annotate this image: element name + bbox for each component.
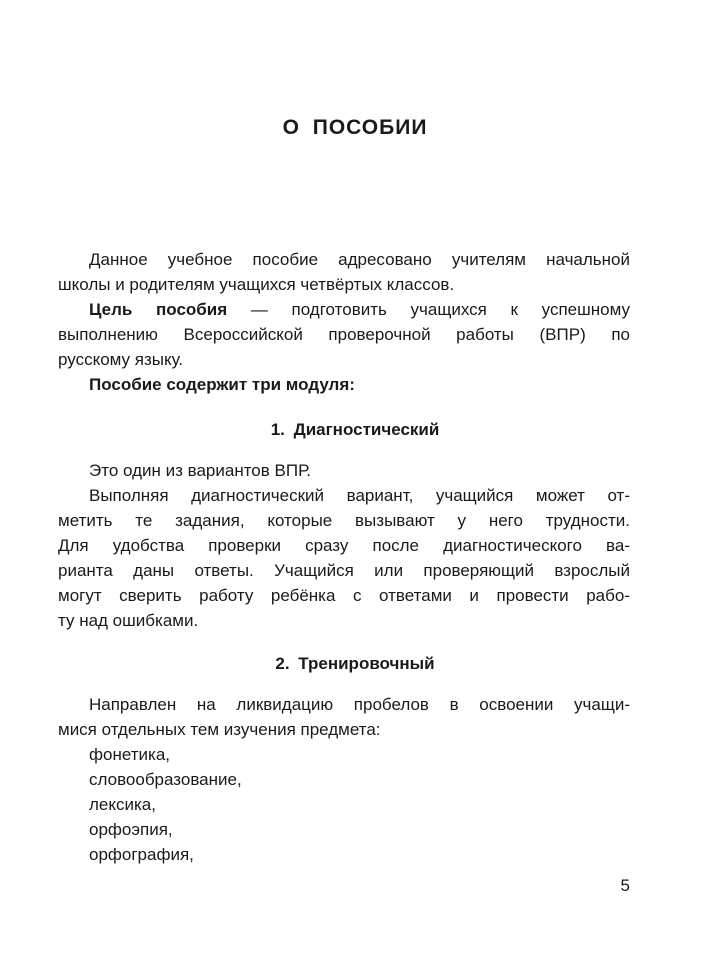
intro-line: школы и родителям учащихся четвёртых классов. xyxy=(58,275,455,294)
module2-section xyxy=(58,692,630,867)
module1-line: могут сверить работу ребёнка с ответами и провести рабо- xyxy=(58,586,630,605)
module2-heading: 2. Тренировочный xyxy=(275,654,435,673)
module1-line: рианта даны ответы. Учащийся или проверяющий взрослый xyxy=(58,561,630,580)
module1-heading: 1. Диагностический xyxy=(270,420,440,439)
module1-line: Для удобства проверки сразу после диагностического ва- xyxy=(58,536,630,555)
intro-section xyxy=(58,247,630,397)
module1-section xyxy=(58,458,630,633)
goal-line xyxy=(58,297,630,322)
module1-line: метить те задания, которые вызывают у него трудности. xyxy=(58,511,630,530)
goal-text: — подготовить учащихся к успешному xyxy=(227,300,630,319)
intro-line: русскому языку. xyxy=(58,350,184,369)
list-item: орфоэпия, xyxy=(89,820,173,839)
modules-label: Пособие содержит три модуля: xyxy=(89,375,355,394)
list-item: фонетика, xyxy=(89,745,170,764)
module1-line: ту над ошибками. xyxy=(58,611,199,630)
module2-line: мися отдельных тем изучения предмета: xyxy=(58,720,381,739)
modules-label-line xyxy=(58,372,630,397)
page-title: О ПОСОБИИ xyxy=(282,116,428,139)
goal-label: Цель пособия xyxy=(89,300,228,319)
module1-line: Это один из вариантов ВПР. xyxy=(89,461,311,480)
module1-line: Выполняя диагностический вариант, учащийся может от- xyxy=(89,486,630,505)
list-item: орфография, xyxy=(89,845,194,864)
list-item: словообразование, xyxy=(89,770,242,789)
page-number: 5 xyxy=(620,876,630,895)
list-item: лексика, xyxy=(89,795,156,814)
module2-line: Направлен на ликвидацию пробелов в освоении учащи- xyxy=(89,695,630,714)
intro-line: выполнению Всероссийской проверочной работы (ВПР) по xyxy=(58,325,630,344)
intro-line: Данное учебное пособие адресовано учителям начальной xyxy=(89,250,630,269)
